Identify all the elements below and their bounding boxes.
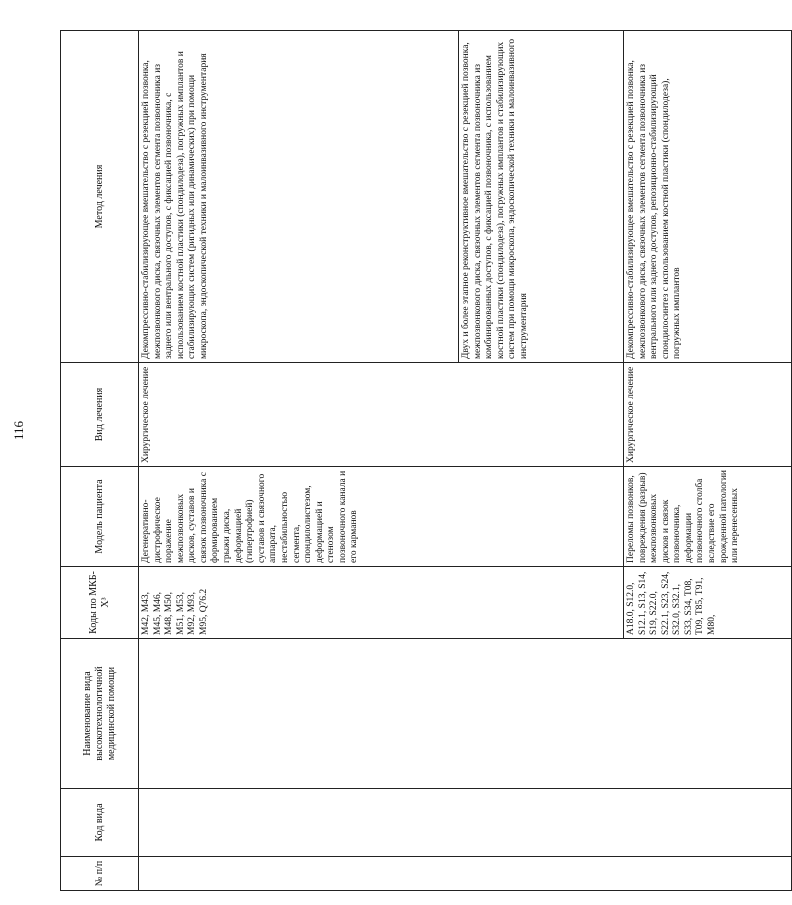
rotated-table-container: [60, 31, 741, 891]
cell-model: Переломы позвонков, повреждения (разрыв) межпозвонковых дисков и связок позвоночника, деформации позвоночного столба вследствие его врожденной патологии или перенесенных: [624, 467, 792, 567]
header-name: Наименование вида высокотехнологичной медицинской помощи: [61, 639, 139, 789]
cell-method: Декомпрессивно-стабилизирующее вмешательство с резекцией позвонка, межпозвонкового диска, связочных элементов сегмента позвоночника из заднего или вентрального доступов, с фиксацией позвоночника, с использованием костной пластики (спондилодеза), погружных имплантов и стабилизирующих систем (ригидных или динамических) при помощи микроскопа, эндоскопической техники и малоинвазивного инструментария: [139, 31, 459, 363]
header-num: № п/п: [61, 857, 139, 891]
cell-type: Хирургическое лечение: [624, 363, 792, 467]
header-type: Вид лечения: [61, 363, 139, 467]
cell-type: Хирургическое лечение: [139, 363, 624, 467]
cell-name: [139, 639, 792, 789]
cell-icd: M42, M43, M45, M46, M48, M50, M51, M53, M92, M93, M95, Q76.2: [139, 567, 624, 639]
header-icd: Коды по МКБ-X³: [61, 567, 139, 639]
cell-icd: A18.0, S12.0, S12.1, S13, S14, S19, S22.0, S22.1, S23, S24, S32.0, S32.1, S33, S34, T08, T09, T85, T91, M80,: [624, 567, 792, 639]
page-number: 116: [11, 420, 26, 440]
cell-code: [139, 789, 792, 857]
header-method: Метод лечения: [61, 31, 139, 363]
cell-model: Дегенеративно-дистрофическое поражение межпозвонковых дисков, суставов и связок позвоночника с формированием грыжи диска, деформацией (гипертрофией) суставов и связочного аппарата, нестабильностью сегмента, спондилолистезом, деформацией и стенозом позвоночного канала и его карманов: [139, 467, 624, 567]
header-model: Модель пациента: [61, 467, 139, 567]
cell-method: Двух и более этапное реконструктивное вмешательство с резекцией позвонка, межпозвонкового диска, связочных элементов сегмента позвоночника из комбинированных доступов, с фиксацией позвоночника, с использованием костной пластики (спондилодеза), погружных имплантов и стабилизирующих систем при помощи микроскопа, эндоскопической техники и малоинвазивного инструментария: [459, 31, 624, 363]
cell-method: Декомпрессивно-стабилизирующее вмешательство с резекцией позвонка, межпозвонкового диска, связочных элементов сегмента позвоночника из вентрального или заднего доступов, репозиционно-стабилизирующий спондилосинтез с использованием костной пластики (спондилодеза), погружных имплантов: [624, 31, 792, 363]
header-row: [61, 31, 139, 891]
cell-num: [139, 857, 792, 891]
table-row: [139, 31, 459, 891]
header-code: Код вида: [61, 789, 139, 857]
treatment-table: [60, 30, 792, 891]
